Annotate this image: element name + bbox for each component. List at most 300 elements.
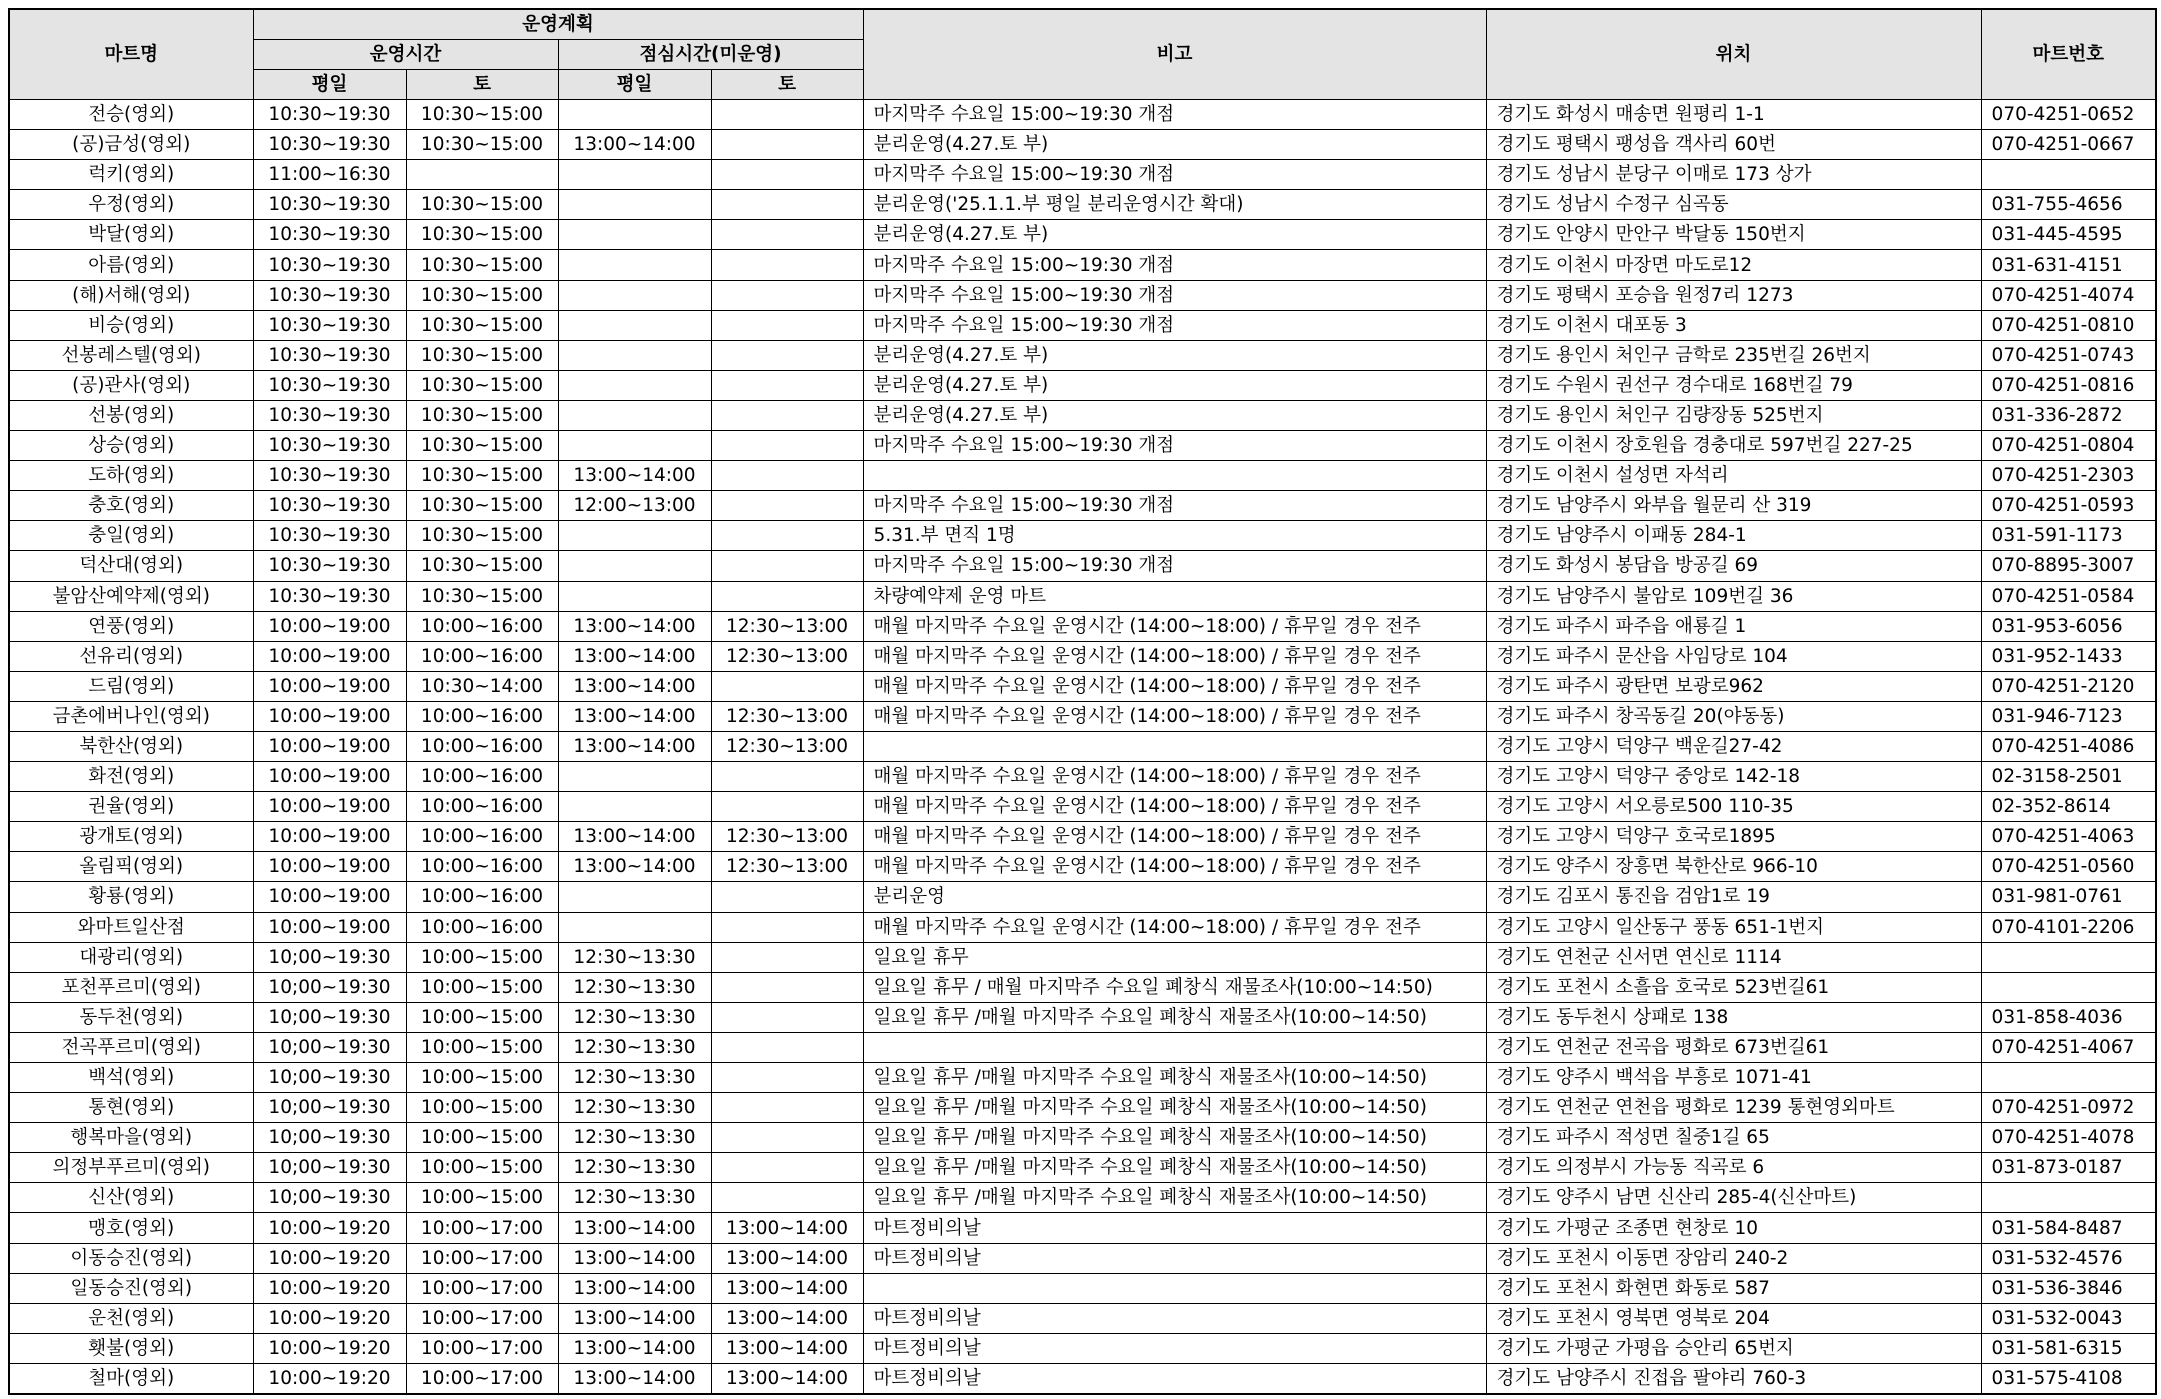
cell-mart-name: 철마(영외) bbox=[9, 1363, 253, 1394]
cell-note: 일요일 휴무 /매월 마지막주 수요일 폐창식 재물조사(10:00~14:50) bbox=[863, 1183, 1486, 1213]
cell-weekday-hours: 10:00~19:00 bbox=[253, 611, 406, 641]
cell-weekday-lunch bbox=[558, 400, 711, 430]
cell-mart-name: 선유리(영외) bbox=[9, 641, 253, 671]
table-row bbox=[9, 220, 2156, 250]
cell-saturday-hours: 10:30~15:00 bbox=[406, 220, 558, 250]
cell-weekday-hours: 10:00~19:00 bbox=[253, 762, 406, 792]
cell-saturday-lunch: 13:00~14:00 bbox=[711, 1363, 863, 1394]
cell-weekday-hours: 10:30~19:30 bbox=[253, 431, 406, 461]
cell-note: 일요일 휴무 /매월 마지막주 수요일 폐창식 재물조사(10:00~14:50) bbox=[863, 1063, 1486, 1093]
cell-note: 매월 마지막주 수요일 운영시간 (14:00~18:00) / 휴무일 경우 전주 bbox=[863, 701, 1486, 731]
table-row bbox=[9, 731, 2156, 761]
cell-saturday-hours: 10:00~16:00 bbox=[406, 822, 558, 852]
cell-saturday-hours: 10:00~16:00 bbox=[406, 792, 558, 822]
table-row bbox=[9, 852, 2156, 882]
cell-mart-name: 선봉(영외) bbox=[9, 400, 253, 430]
table-row bbox=[9, 972, 2156, 1002]
cell-weekday-hours: 10:00~19:00 bbox=[253, 792, 406, 822]
cell-mart-number bbox=[1981, 160, 2156, 190]
cell-saturday-hours: 10:00~16:00 bbox=[406, 641, 558, 671]
table-row bbox=[9, 1032, 2156, 1062]
cell-location: 경기도 동두천시 상패로 138 bbox=[1486, 1002, 1981, 1032]
cell-location: 경기도 의정부시 가능동 직곡로 6 bbox=[1486, 1153, 1981, 1183]
cell-weekday-lunch bbox=[558, 551, 711, 581]
cell-note: 5.31.부 면직 1명 bbox=[863, 521, 1486, 551]
cell-weekday-lunch bbox=[558, 160, 711, 190]
cell-location: 경기도 포천시 영북면 영북로 204 bbox=[1486, 1303, 1981, 1333]
table-row bbox=[9, 551, 2156, 581]
cell-note: 마지막주 수요일 15:00~19:30 개점 bbox=[863, 551, 1486, 581]
cell-mart-name: 화전(영외) bbox=[9, 762, 253, 792]
cell-note: 마트정비의날 bbox=[863, 1333, 1486, 1363]
cell-saturday-hours: 10:00~15:00 bbox=[406, 1183, 558, 1213]
cell-note: 마지막주 수요일 15:00~19:30 개점 bbox=[863, 250, 1486, 280]
table-row bbox=[9, 1333, 2156, 1363]
cell-weekday-lunch: 13:00~14:00 bbox=[558, 731, 711, 761]
cell-saturday-hours: 10:00~15:00 bbox=[406, 1153, 558, 1183]
cell-note bbox=[863, 1273, 1486, 1303]
cell-location: 경기도 연천군 전곡읍 평화로 673번길61 bbox=[1486, 1032, 1981, 1062]
cell-note: 매월 마지막주 수요일 운영시간 (14:00~18:00) / 휴무일 경우 전주 bbox=[863, 852, 1486, 882]
cell-weekday-hours: 10:00~19:20 bbox=[253, 1363, 406, 1394]
cell-weekday-lunch: 12:30~13:30 bbox=[558, 942, 711, 972]
cell-saturday-lunch bbox=[711, 130, 863, 160]
table-row bbox=[9, 100, 2156, 130]
cell-weekday-hours: 10:30~19:30 bbox=[253, 400, 406, 430]
cell-note: 마지막주 수요일 15:00~19:30 개점 bbox=[863, 160, 1486, 190]
cell-weekday-lunch: 12:30~13:30 bbox=[558, 1183, 711, 1213]
cell-location: 경기도 고양시 서오릉로500 110-35 bbox=[1486, 792, 1981, 822]
cell-mart-number: 070-4251-0743 bbox=[1981, 340, 2156, 370]
cell-location: 경기도 용인시 처인구 금학로 235번길 26번지 bbox=[1486, 340, 1981, 370]
cell-saturday-hours: 10:30~15:00 bbox=[406, 491, 558, 521]
cell-mart-name: 우정(영외) bbox=[9, 190, 253, 220]
cell-saturday-lunch bbox=[711, 491, 863, 521]
cell-saturday-hours: 10:00~16:00 bbox=[406, 611, 558, 641]
cell-weekday-hours: 10:30~19:30 bbox=[253, 581, 406, 611]
cell-weekday-lunch bbox=[558, 280, 711, 310]
cell-location: 경기도 남양주시 이패동 284-1 bbox=[1486, 521, 1981, 551]
cell-location: 경기도 화성시 매송면 원평리 1-1 bbox=[1486, 100, 1981, 130]
cell-weekday-hours: 10:00~19:00 bbox=[253, 852, 406, 882]
cell-mart-number bbox=[1981, 1183, 2156, 1213]
cell-mart-name: 아름(영외) bbox=[9, 250, 253, 280]
cell-weekday-lunch bbox=[558, 370, 711, 400]
cell-location: 경기도 고양시 덕양구 중앙로 142-18 bbox=[1486, 762, 1981, 792]
header-operating-hours: 운영시간 bbox=[253, 40, 558, 70]
cell-note: 매월 마지막주 수요일 운영시간 (14:00~18:00) / 휴무일 경우 전주 bbox=[863, 671, 1486, 701]
cell-weekday-lunch: 13:00~14:00 bbox=[558, 461, 711, 491]
cell-mart-name: (공)금성(영외) bbox=[9, 130, 253, 160]
cell-weekday-hours: 10:00~19:20 bbox=[253, 1243, 406, 1273]
cell-saturday-hours: 10:30~15:00 bbox=[406, 581, 558, 611]
header-location: 위치 bbox=[1486, 9, 1981, 100]
cell-mart-number: 031-532-0043 bbox=[1981, 1303, 2156, 1333]
table-row bbox=[9, 641, 2156, 671]
cell-mart-name: 신산(영외) bbox=[9, 1183, 253, 1213]
table-row bbox=[9, 701, 2156, 731]
cell-location: 경기도 성남시 수정구 심곡동 bbox=[1486, 190, 1981, 220]
cell-weekday-hours: 10;00~19:30 bbox=[253, 1002, 406, 1032]
cell-saturday-lunch bbox=[711, 1002, 863, 1032]
cell-note: 마지막주 수요일 15:00~19:30 개점 bbox=[863, 431, 1486, 461]
cell-saturday-lunch bbox=[711, 1123, 863, 1153]
cell-note: 매월 마지막주 수요일 운영시간 (14:00~18:00) / 휴무일 경우 전주 bbox=[863, 792, 1486, 822]
cell-saturday-hours: 10:00~15:00 bbox=[406, 1123, 558, 1153]
table-row bbox=[9, 942, 2156, 972]
cell-saturday-lunch bbox=[711, 792, 863, 822]
cell-saturday-hours: 10:30~15:00 bbox=[406, 521, 558, 551]
cell-weekday-hours: 10:00~19:00 bbox=[253, 731, 406, 761]
cell-saturday-hours: 10:00~15:00 bbox=[406, 1032, 558, 1062]
cell-saturday-hours: 10:00~15:00 bbox=[406, 1002, 558, 1032]
cell-saturday-hours: 10:00~15:00 bbox=[406, 1093, 558, 1123]
cell-weekday-hours: 10:00~19:00 bbox=[253, 912, 406, 942]
table-row bbox=[9, 671, 2156, 701]
cell-weekday-lunch: 13:00~14:00 bbox=[558, 1243, 711, 1273]
cell-mart-number: 031-445-4595 bbox=[1981, 220, 2156, 250]
table-row bbox=[9, 491, 2156, 521]
cell-mart-name: 금촌에버나인(영외) bbox=[9, 701, 253, 731]
cell-mart-name: (공)관사(영외) bbox=[9, 370, 253, 400]
cell-weekday-lunch: 13:00~14:00 bbox=[558, 641, 711, 671]
cell-mart-name: 전곡푸르미(영외) bbox=[9, 1032, 253, 1062]
cell-location: 경기도 이천시 대포동 3 bbox=[1486, 310, 1981, 340]
cell-mart-number: 031-952-1433 bbox=[1981, 641, 2156, 671]
cell-mart-number: 031-584-8487 bbox=[1981, 1213, 2156, 1243]
cell-note: 매월 마지막주 수요일 운영시간 (14:00~18:00) / 휴무일 경우 전주 bbox=[863, 822, 1486, 852]
cell-weekday-hours: 10:30~19:30 bbox=[253, 280, 406, 310]
cell-weekday-lunch bbox=[558, 190, 711, 220]
cell-weekday-lunch: 13:00~14:00 bbox=[558, 1363, 711, 1394]
cell-saturday-hours: 10:00~17:00 bbox=[406, 1213, 558, 1243]
cell-location: 경기도 화성시 봉담읍 방공길 69 bbox=[1486, 551, 1981, 581]
cell-note: 마트정비의날 bbox=[863, 1363, 1486, 1394]
cell-weekday-lunch: 12:30~13:30 bbox=[558, 972, 711, 1002]
cell-note: 마트정비의날 bbox=[863, 1243, 1486, 1273]
cell-saturday-lunch bbox=[711, 1063, 863, 1093]
cell-mart-name: 통현(영외) bbox=[9, 1093, 253, 1123]
cell-weekday-hours: 10:00~19:00 bbox=[253, 822, 406, 852]
cell-note: 매월 마지막주 수요일 운영시간 (14:00~18:00) / 휴무일 경우 전주 bbox=[863, 912, 1486, 942]
table-row bbox=[9, 1273, 2156, 1303]
cell-weekday-lunch: 12:30~13:30 bbox=[558, 1153, 711, 1183]
table-row bbox=[9, 130, 2156, 160]
table-row bbox=[9, 1363, 2156, 1394]
cell-location: 경기도 성남시 분당구 이매로 173 상가 bbox=[1486, 160, 1981, 190]
cell-mart-number: 02-3158-2501 bbox=[1981, 762, 2156, 792]
cell-location: 경기도 가평군 가평읍 승안리 65번지 bbox=[1486, 1333, 1981, 1363]
cell-saturday-lunch bbox=[711, 942, 863, 972]
cell-mart-name: 동두천(영외) bbox=[9, 1002, 253, 1032]
cell-saturday-hours: 10:00~16:00 bbox=[406, 852, 558, 882]
cell-saturday-hours: 10:30~15:00 bbox=[406, 280, 558, 310]
cell-mart-name: 상승(영외) bbox=[9, 431, 253, 461]
cell-note bbox=[863, 1032, 1486, 1062]
cell-saturday-hours: 10:00~16:00 bbox=[406, 731, 558, 761]
header-lunch-saturday: 토 bbox=[711, 70, 863, 100]
cell-weekday-lunch: 12:30~13:30 bbox=[558, 1032, 711, 1062]
table-row bbox=[9, 1093, 2156, 1123]
cell-saturday-lunch bbox=[711, 762, 863, 792]
cell-mart-name: 일동승진(영외) bbox=[9, 1273, 253, 1303]
cell-weekday-hours: 10:30~19:30 bbox=[253, 370, 406, 400]
cell-weekday-hours: 10:00~19:00 bbox=[253, 701, 406, 731]
cell-mart-name: 대광리(영외) bbox=[9, 942, 253, 972]
table-row bbox=[9, 1303, 2156, 1333]
cell-saturday-hours: 10:30~15:00 bbox=[406, 190, 558, 220]
cell-saturday-lunch bbox=[711, 220, 863, 250]
cell-weekday-hours: 10:30~19:30 bbox=[253, 491, 406, 521]
cell-weekday-lunch bbox=[558, 250, 711, 280]
table-row bbox=[9, 190, 2156, 220]
cell-mart-name: 덕산대(영외) bbox=[9, 551, 253, 581]
cell-saturday-lunch: 12:30~13:00 bbox=[711, 822, 863, 852]
table-row bbox=[9, 1153, 2156, 1183]
cell-note: 일요일 휴무 bbox=[863, 942, 1486, 972]
mart-schedule-table bbox=[8, 8, 2157, 1395]
cell-weekday-lunch: 13:00~14:00 bbox=[558, 1333, 711, 1363]
table-row bbox=[9, 250, 2156, 280]
cell-mart-number: 070-4251-0816 bbox=[1981, 370, 2156, 400]
cell-mart-name: 맹호(영외) bbox=[9, 1213, 253, 1243]
cell-note: 일요일 휴무 /매월 마지막주 수요일 폐창식 재물조사(10:00~14:50) bbox=[863, 1123, 1486, 1153]
cell-saturday-lunch bbox=[711, 461, 863, 491]
cell-mart-number: 070-8895-3007 bbox=[1981, 551, 2156, 581]
cell-mart-number: 070-4251-0584 bbox=[1981, 581, 2156, 611]
cell-note: 매월 마지막주 수요일 운영시간 (14:00~18:00) / 휴무일 경우 전주 bbox=[863, 762, 1486, 792]
table-row bbox=[9, 461, 2156, 491]
cell-weekday-hours: 10:30~19:30 bbox=[253, 130, 406, 160]
cell-saturday-hours bbox=[406, 160, 558, 190]
cell-note bbox=[863, 731, 1486, 761]
cell-saturday-lunch: 13:00~14:00 bbox=[711, 1303, 863, 1333]
cell-saturday-hours: 10:30~15:00 bbox=[406, 431, 558, 461]
cell-note: 분리운영('25.1.1.부 평일 분리운영시간 확대) bbox=[863, 190, 1486, 220]
cell-weekday-hours: 11:00~16:30 bbox=[253, 160, 406, 190]
cell-saturday-lunch bbox=[711, 1032, 863, 1062]
cell-mart-number: 031-981-0761 bbox=[1981, 882, 2156, 912]
cell-saturday-lunch bbox=[711, 521, 863, 551]
header-lunch-hours: 점심시간(미운영) bbox=[558, 40, 863, 70]
cell-saturday-lunch bbox=[711, 340, 863, 370]
cell-note: 분리운영(4.27.토 부) bbox=[863, 370, 1486, 400]
cell-weekday-lunch bbox=[558, 762, 711, 792]
table-row bbox=[9, 400, 2156, 430]
cell-location: 경기도 고양시 일산동구 풍동 651-1번지 bbox=[1486, 912, 1981, 942]
cell-weekday-hours: 10;00~19:30 bbox=[253, 1183, 406, 1213]
table-row bbox=[9, 1243, 2156, 1273]
cell-mart-number bbox=[1981, 942, 2156, 972]
cell-saturday-hours: 10:00~16:00 bbox=[406, 912, 558, 942]
cell-mart-number: 070-4101-2206 bbox=[1981, 912, 2156, 942]
cell-saturday-lunch: 13:00~14:00 bbox=[711, 1333, 863, 1363]
cell-location: 경기도 김포시 통진읍 검암1로 19 bbox=[1486, 882, 1981, 912]
cell-note: 마트정비의날 bbox=[863, 1213, 1486, 1243]
cell-mart-name: 드림(영외) bbox=[9, 671, 253, 701]
cell-weekday-lunch: 13:00~14:00 bbox=[558, 1273, 711, 1303]
cell-saturday-hours: 10:30~15:00 bbox=[406, 100, 558, 130]
cell-saturday-hours: 10:00~15:00 bbox=[406, 972, 558, 1002]
cell-saturday-hours: 10:30~14:00 bbox=[406, 671, 558, 701]
cell-weekday-lunch: 13:00~14:00 bbox=[558, 130, 711, 160]
cell-location: 경기도 파주시 창곡동길 20(야동동) bbox=[1486, 701, 1981, 731]
cell-saturday-hours: 10:30~15:00 bbox=[406, 250, 558, 280]
cell-saturday-hours: 10:00~17:00 bbox=[406, 1273, 558, 1303]
cell-weekday-lunch bbox=[558, 581, 711, 611]
cell-weekday-hours: 10:00~19:00 bbox=[253, 641, 406, 671]
cell-mart-number: 070-4251-2120 bbox=[1981, 671, 2156, 701]
table-row bbox=[9, 792, 2156, 822]
header-operating-weekday: 평일 bbox=[253, 70, 406, 100]
cell-location: 경기도 파주시 파주읍 애룡길 1 bbox=[1486, 611, 1981, 641]
cell-mart-name: 이동승진(영외) bbox=[9, 1243, 253, 1273]
cell-saturday-lunch bbox=[711, 190, 863, 220]
cell-mart-name: 횃불(영외) bbox=[9, 1333, 253, 1363]
cell-mart-name: 권율(영외) bbox=[9, 792, 253, 822]
cell-saturday-hours: 10:30~15:00 bbox=[406, 370, 558, 400]
cell-weekday-hours: 10:00~19:20 bbox=[253, 1273, 406, 1303]
cell-location: 경기도 고양시 덕양구 백운길27-42 bbox=[1486, 731, 1981, 761]
cell-note: 분리운영(4.27.토 부) bbox=[863, 340, 1486, 370]
cell-location: 경기도 이천시 설성면 자석리 bbox=[1486, 461, 1981, 491]
cell-weekday-hours: 10:00~19:00 bbox=[253, 671, 406, 701]
cell-weekday-hours: 10:30~19:30 bbox=[253, 100, 406, 130]
cell-mart-name: 광개토(영외) bbox=[9, 822, 253, 852]
cell-mart-number: 031-953-6056 bbox=[1981, 611, 2156, 641]
cell-weekday-lunch bbox=[558, 882, 711, 912]
cell-weekday-hours: 10;00~19:30 bbox=[253, 1032, 406, 1062]
cell-saturday-lunch bbox=[711, 1093, 863, 1123]
table-row bbox=[9, 882, 2156, 912]
cell-weekday-lunch: 13:00~14:00 bbox=[558, 822, 711, 852]
cell-saturday-lunch: 13:00~14:00 bbox=[711, 1273, 863, 1303]
cell-location: 경기도 파주시 적성면 칠중1길 65 bbox=[1486, 1123, 1981, 1153]
cell-saturday-hours: 10:00~16:00 bbox=[406, 882, 558, 912]
cell-mart-number: 031-581-6315 bbox=[1981, 1333, 2156, 1363]
cell-weekday-hours: 10:30~19:30 bbox=[253, 551, 406, 581]
cell-mart-name: 북한산(영외) bbox=[9, 731, 253, 761]
table-row bbox=[9, 1123, 2156, 1153]
cell-note: 일요일 휴무 /매월 마지막주 수요일 폐창식 재물조사(10:00~14:50) bbox=[863, 1002, 1486, 1032]
cell-mart-number: 031-336-2872 bbox=[1981, 400, 2156, 430]
cell-mart-number: 070-4251-0810 bbox=[1981, 310, 2156, 340]
cell-weekday-lunch: 13:00~14:00 bbox=[558, 1303, 711, 1333]
table-row bbox=[9, 310, 2156, 340]
cell-saturday-hours: 10:00~17:00 bbox=[406, 1303, 558, 1333]
cell-mart-name: 의정부푸르미(영외) bbox=[9, 1153, 253, 1183]
cell-note: 차량예약제 운영 마트 bbox=[863, 581, 1486, 611]
cell-weekday-hours: 10;00~19:30 bbox=[253, 1153, 406, 1183]
cell-mart-name: 황룡(영외) bbox=[9, 882, 253, 912]
cell-mart-number: 02-352-8614 bbox=[1981, 792, 2156, 822]
cell-mart-name: 럭키(영외) bbox=[9, 160, 253, 190]
cell-weekday-hours: 10;00~19:30 bbox=[253, 942, 406, 972]
table-row bbox=[9, 912, 2156, 942]
cell-weekday-lunch bbox=[558, 521, 711, 551]
cell-mart-name: 포천푸르미(영외) bbox=[9, 972, 253, 1002]
cell-saturday-hours: 10:00~16:00 bbox=[406, 762, 558, 792]
cell-mart-number: 070-4251-4086 bbox=[1981, 731, 2156, 761]
cell-location: 경기도 연천군 신서면 연신로 1114 bbox=[1486, 942, 1981, 972]
cell-location: 경기도 파주시 문산읍 사임당로 104 bbox=[1486, 641, 1981, 671]
cell-saturday-hours: 10:00~17:00 bbox=[406, 1333, 558, 1363]
cell-saturday-hours: 10:30~15:00 bbox=[406, 461, 558, 491]
cell-location: 경기도 이천시 장호원읍 경충대로 597번길 227-25 bbox=[1486, 431, 1981, 461]
cell-weekday-lunch bbox=[558, 220, 711, 250]
cell-saturday-lunch bbox=[711, 280, 863, 310]
cell-mart-number: 070-4251-4074 bbox=[1981, 280, 2156, 310]
cell-saturday-lunch bbox=[711, 160, 863, 190]
cell-mart-number: 031-536-3846 bbox=[1981, 1273, 2156, 1303]
cell-mart-number: 031-858-4036 bbox=[1981, 1002, 2156, 1032]
cell-saturday-hours: 10:00~17:00 bbox=[406, 1363, 558, 1394]
table-row bbox=[9, 1063, 2156, 1093]
cell-saturday-lunch bbox=[711, 1153, 863, 1183]
header-mart-name: 마트명 bbox=[9, 9, 253, 100]
cell-mart-number bbox=[1981, 1063, 2156, 1093]
cell-location: 경기도 연천군 연천읍 평화로 1239 통현영외마트 bbox=[1486, 1093, 1981, 1123]
cell-saturday-lunch bbox=[711, 912, 863, 942]
cell-mart-number: 070-4251-0593 bbox=[1981, 491, 2156, 521]
cell-mart-name: 선봉레스텔(영외) bbox=[9, 340, 253, 370]
cell-mart-name: 백석(영외) bbox=[9, 1063, 253, 1093]
table-row bbox=[9, 521, 2156, 551]
cell-mart-number bbox=[1981, 972, 2156, 1002]
cell-note: 분리운영(4.27.토 부) bbox=[863, 400, 1486, 430]
cell-location: 경기도 파주시 광탄면 보광로962 bbox=[1486, 671, 1981, 701]
cell-mart-number: 070-4251-4067 bbox=[1981, 1032, 2156, 1062]
cell-note: 마지막주 수요일 15:00~19:30 개점 bbox=[863, 491, 1486, 521]
header-operating-saturday: 토 bbox=[406, 70, 558, 100]
header-operation-plan: 운영계획 bbox=[253, 9, 863, 40]
cell-note: 마지막주 수요일 15:00~19:30 개점 bbox=[863, 280, 1486, 310]
cell-location: 경기도 이천시 마장면 마도로12 bbox=[1486, 250, 1981, 280]
cell-location: 경기도 포천시 화현면 화동로 587 bbox=[1486, 1273, 1981, 1303]
cell-weekday-hours: 10:00~19:20 bbox=[253, 1303, 406, 1333]
table-row bbox=[9, 431, 2156, 461]
cell-note: 분리운영(4.27.토 부) bbox=[863, 130, 1486, 160]
cell-location: 경기도 고양시 덕양구 호국로1895 bbox=[1486, 822, 1981, 852]
cell-mart-name: 충호(영외) bbox=[9, 491, 253, 521]
table-row bbox=[9, 581, 2156, 611]
cell-note: 매월 마지막주 수요일 운영시간 (14:00~18:00) / 휴무일 경우 전주 bbox=[863, 641, 1486, 671]
cell-mart-number: 070-4251-2303 bbox=[1981, 461, 2156, 491]
cell-mart-number: 031-575-4108 bbox=[1981, 1363, 2156, 1394]
cell-saturday-lunch: 13:00~14:00 bbox=[711, 1243, 863, 1273]
cell-note: 매월 마지막주 수요일 운영시간 (14:00~18:00) / 휴무일 경우 전주 bbox=[863, 611, 1486, 641]
cell-weekday-lunch: 13:00~14:00 bbox=[558, 852, 711, 882]
cell-saturday-hours: 10:30~15:00 bbox=[406, 310, 558, 340]
cell-weekday-lunch bbox=[558, 340, 711, 370]
cell-mart-number: 031-946-7123 bbox=[1981, 701, 2156, 731]
cell-mart-name: 도하(영외) bbox=[9, 461, 253, 491]
cell-location: 경기도 남양주시 와부읍 월문리 산 319 bbox=[1486, 491, 1981, 521]
header-note: 비고 bbox=[863, 9, 1486, 100]
cell-saturday-hours: 10:30~15:00 bbox=[406, 130, 558, 160]
cell-weekday-hours: 10;00~19:30 bbox=[253, 972, 406, 1002]
cell-weekday-lunch: 13:00~14:00 bbox=[558, 1213, 711, 1243]
cell-mart-number: 070-4251-4063 bbox=[1981, 822, 2156, 852]
cell-weekday-lunch: 12:00~13:00 bbox=[558, 491, 711, 521]
cell-location: 경기도 남양주시 불암로 109번길 36 bbox=[1486, 581, 1981, 611]
cell-mart-name: (해)서해(영외) bbox=[9, 280, 253, 310]
cell-mart-name: 비승(영외) bbox=[9, 310, 253, 340]
cell-weekday-hours: 10;00~19:30 bbox=[253, 1093, 406, 1123]
cell-saturday-hours: 10:00~17:00 bbox=[406, 1243, 558, 1273]
cell-mart-number: 031-631-4151 bbox=[1981, 250, 2156, 280]
cell-weekday-lunch: 13:00~14:00 bbox=[558, 671, 711, 701]
